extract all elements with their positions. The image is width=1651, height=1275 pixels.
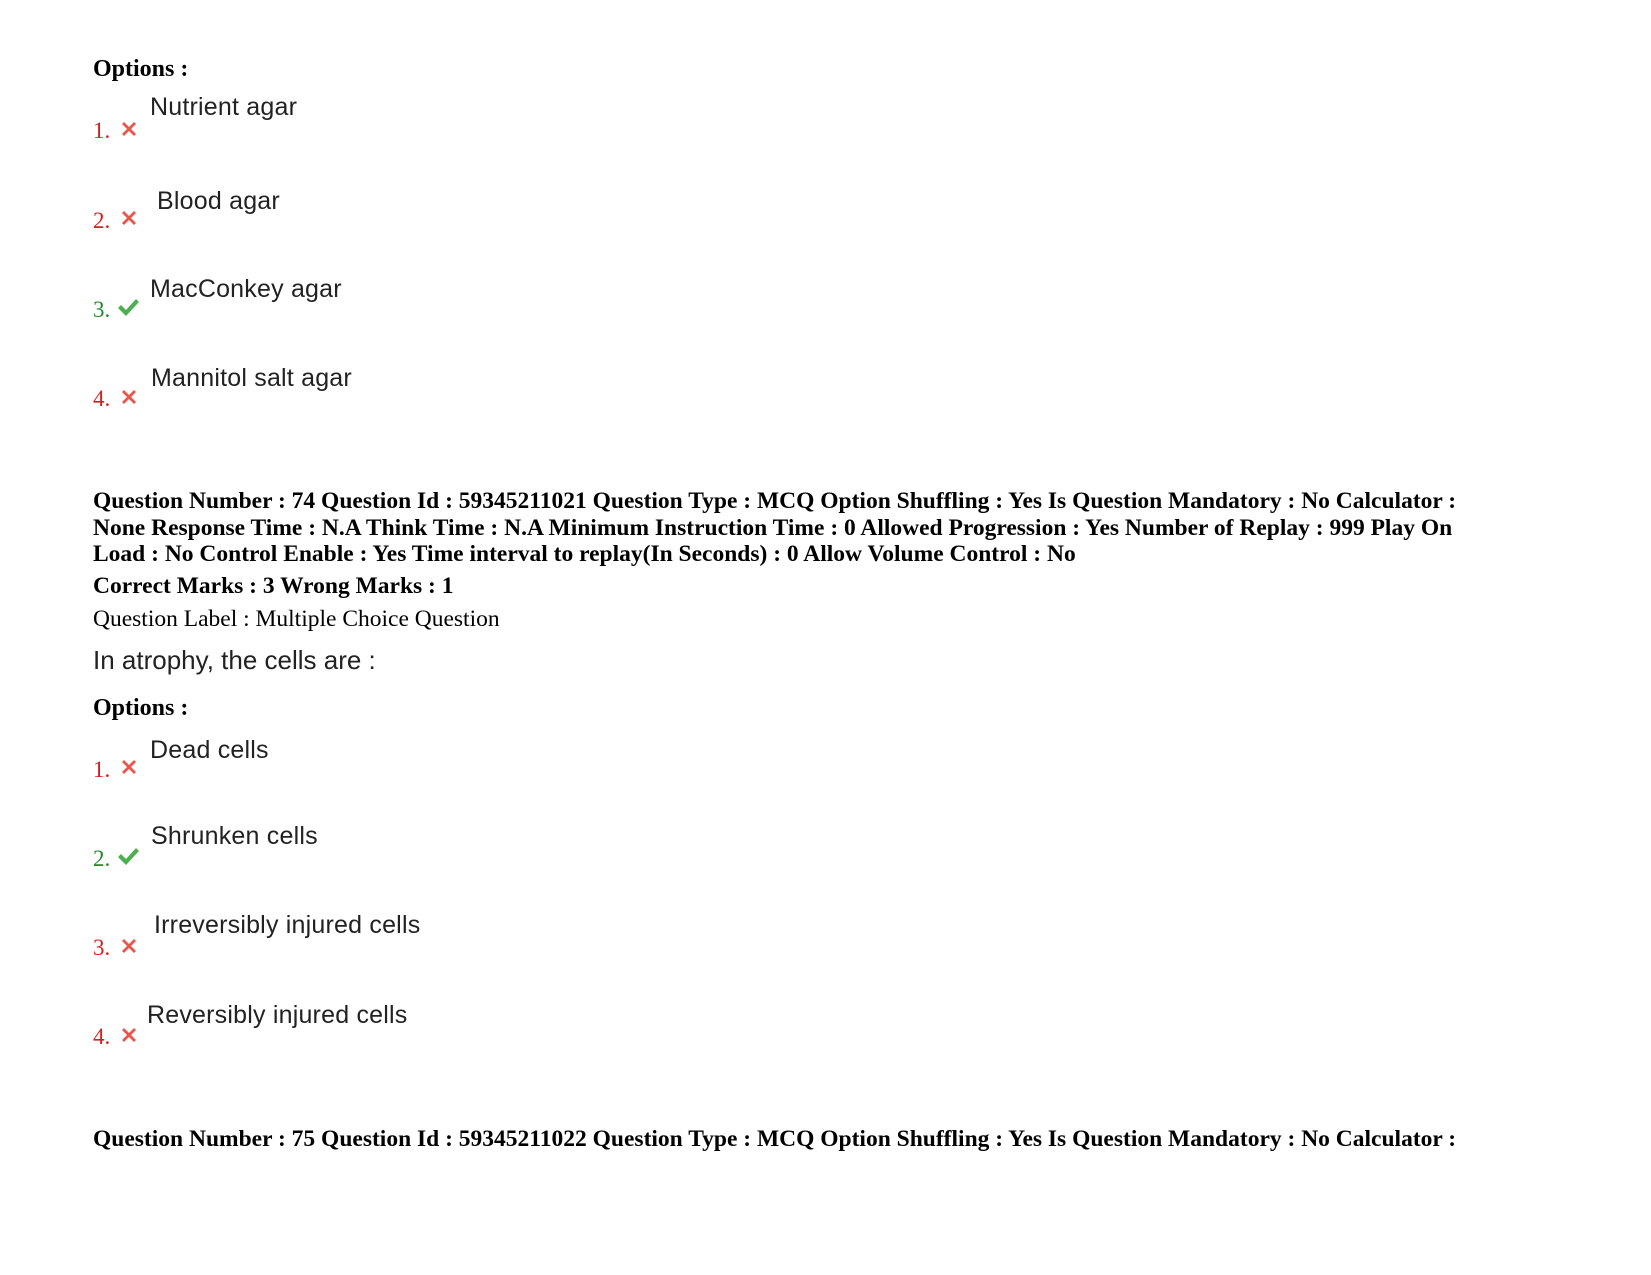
option-number: 3. <box>93 297 111 322</box>
option-number: 1. <box>93 757 111 782</box>
options-heading: Options : <box>93 695 189 721</box>
option-text: Nutrient agar <box>150 93 298 121</box>
question-meta-line: Question Number : 74 Question Id : 59345211021 Question Type : MCQ Option Shuffling : Yes Is Question Mandatory : No Calculator : <box>93 488 1457 514</box>
option-text: Reversibly injured cells <box>147 1001 408 1029</box>
options-heading: Options : <box>93 56 189 82</box>
option-number: 1. <box>93 118 111 143</box>
check-icon <box>116 844 140 868</box>
cross-icon <box>117 206 141 230</box>
option-text: Dead cells <box>150 736 269 764</box>
question-meta-line: Question Number : 75 Question Id : 59345211022 Question Type : MCQ Option Shuffling : Yes Is Question Mandatory : No Calculator : <box>93 1126 1457 1152</box>
cross-icon <box>117 934 141 958</box>
cross-icon <box>117 117 141 141</box>
option-text: Blood agar <box>157 187 280 215</box>
option-text: Irreversibly injured cells <box>154 911 421 939</box>
marks-line: Correct Marks : 3 Wrong Marks : 1 <box>93 573 454 599</box>
question-label: Question Label : Multiple Choice Question <box>93 606 500 632</box>
cross-icon <box>117 755 141 779</box>
option-number: 2. <box>93 846 111 871</box>
question-meta-line: Load : No Control Enable : Yes Time interval to replay(In Seconds) : 0 Allow Volume Control : No <box>93 541 1076 567</box>
option-text: MacConkey agar <box>150 275 342 303</box>
question-text: In atrophy, the cells are : <box>93 645 376 675</box>
option-number: 3. <box>93 935 111 960</box>
cross-icon <box>117 1023 141 1047</box>
question-meta-line: None Response Time : N.A Think Time : N.A Minimum Instruction Time : 0 Allowed Progression : Yes Number of Replay : 999 Play On <box>93 515 1453 541</box>
check-icon <box>116 295 140 319</box>
cross-icon <box>117 385 141 409</box>
option-number: 2. <box>93 208 111 233</box>
option-text: Shrunken cells <box>151 822 318 850</box>
option-text: Mannitol salt agar <box>151 364 352 392</box>
option-number: 4. <box>93 1024 111 1049</box>
option-number: 4. <box>93 386 111 411</box>
